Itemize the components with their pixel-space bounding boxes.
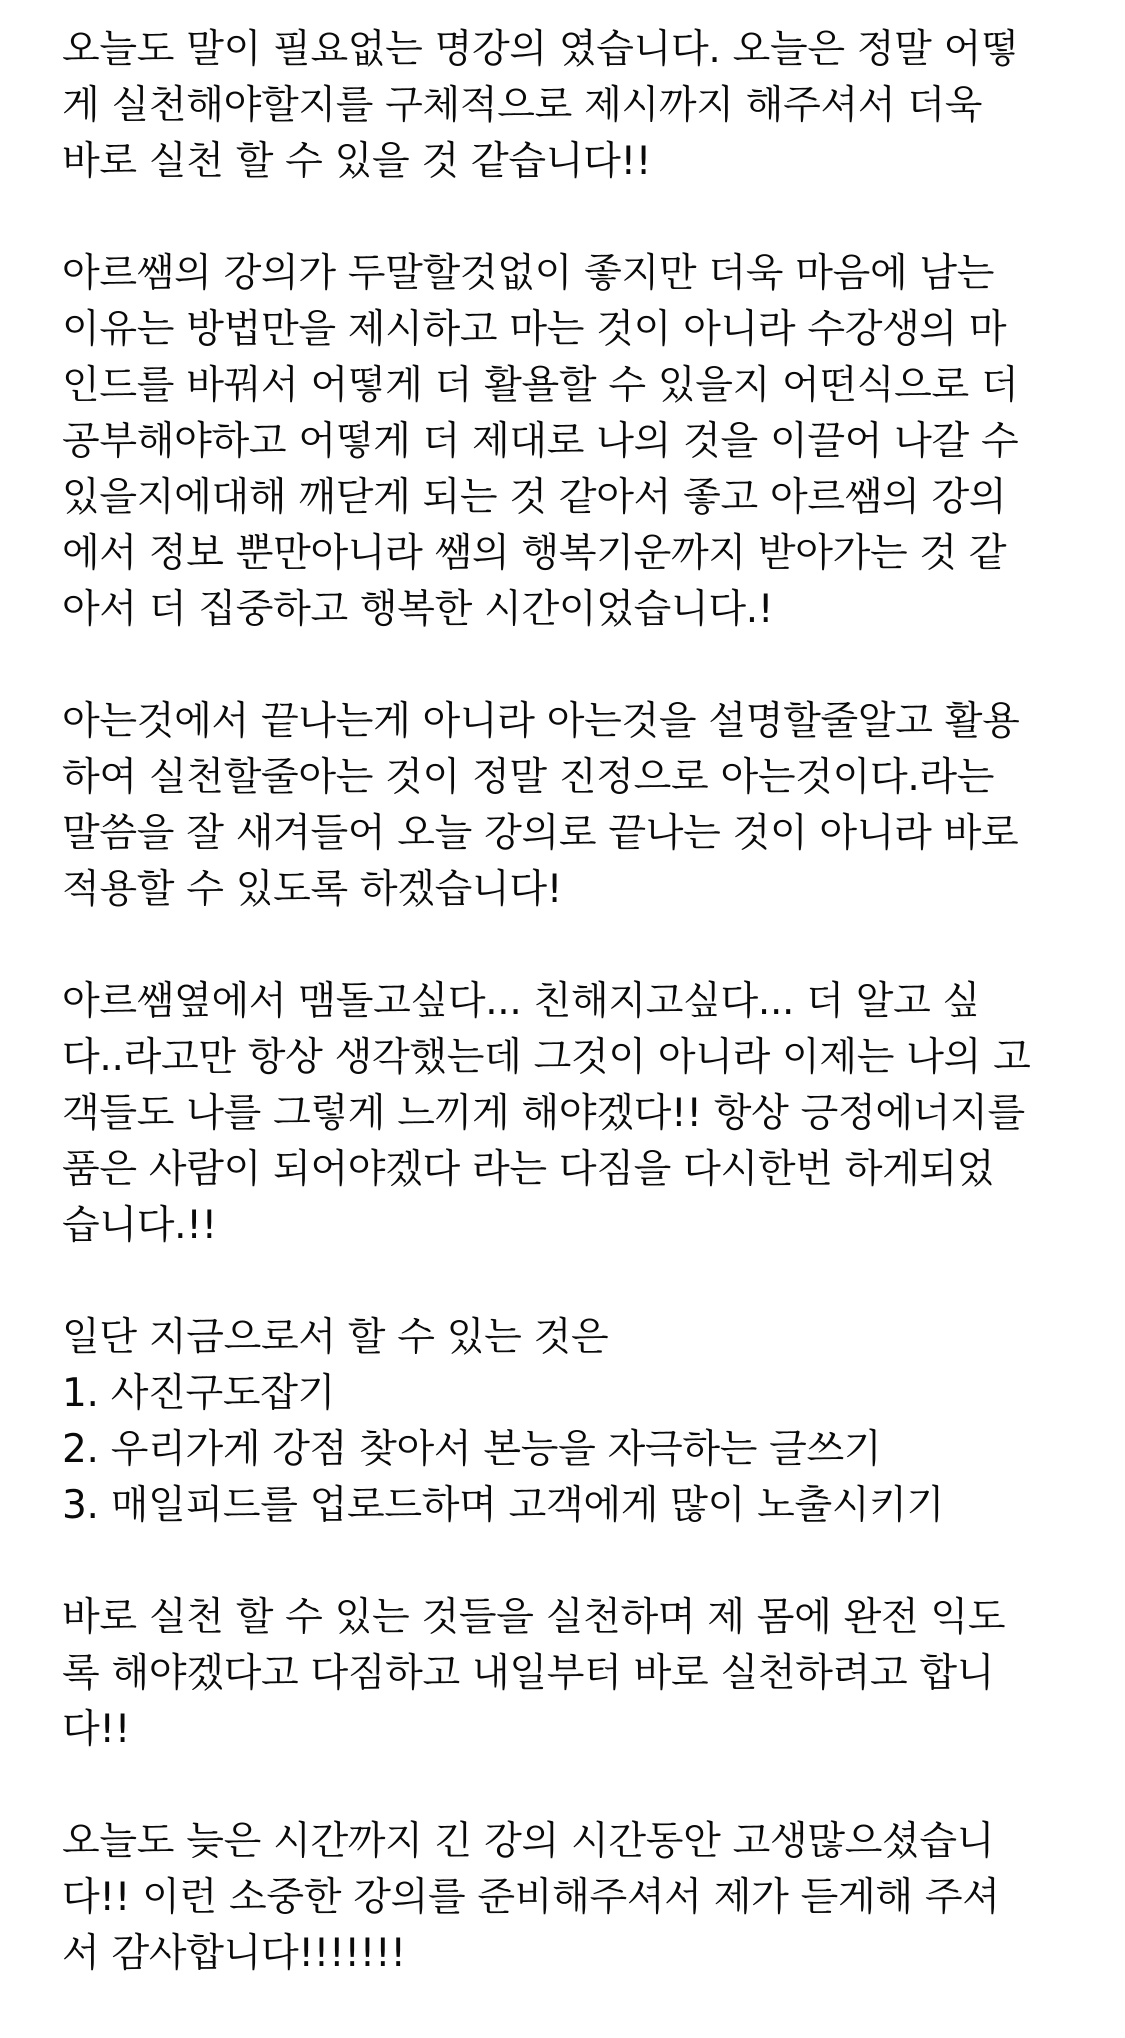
text-line: 적용할 수 있도록 하겠습니다! bbox=[62, 867, 563, 912]
text-line: 에서 정보 뿐만아니라 쌤의 행복기운까지 받아가는 것 같 bbox=[62, 531, 1007, 576]
text-line: 바로 실천 할 수 있을 것 같습니다!! bbox=[62, 139, 652, 184]
paragraph-intro bbox=[62, 22, 1102, 190]
text-line: 아르쌤의 강의가 두말할것없이 좋지만 더욱 마음에 남는 bbox=[62, 251, 995, 296]
paragraph-knowing bbox=[62, 694, 1102, 918]
text-line: 오늘도 말이 필요없는 명강의 였습니다. 오늘은 정말 어떻 bbox=[62, 27, 1019, 72]
text-line: 공부해야하고 어떻게 더 제대로 나의 것을 이끌어 나갈 수 bbox=[62, 419, 1019, 464]
text-line: 말씀을 잘 새겨들어 오늘 강의로 끝나는 것이 아니라 바로 bbox=[62, 811, 1019, 856]
paragraph-thanks bbox=[62, 1814, 1102, 1982]
text-line: 인드를 바꿔서 어떻게 더 활욜할 수 있을지 어떤식으로 더 bbox=[62, 363, 1019, 408]
text-line: 아서 더 집중하고 행복한 시간이었습니다.! bbox=[62, 587, 774, 632]
list-item: 3. 매일피드를 업로드하며 고객에게 많이 노출시키기 bbox=[62, 1483, 944, 1528]
text-line: 이유는 방법만을 제시하고 마는 것이 아니라 수강생의 마 bbox=[62, 307, 1007, 352]
text-line: 아는것에서 끝나는게 아니라 아는것을 설명할줄알고 활용 bbox=[62, 699, 1020, 744]
text-line: 아르쌤옆에서 맴돌고싶다... 친해지고싶다... 더 알고 싶 bbox=[62, 979, 980, 1024]
text-line: 록 해야겠다고 다짐하고 내일부터 바로 실천하려고 합니 bbox=[62, 1651, 995, 1696]
text-line: 하여 실천할줄아는 것이 정말 진정으로 아는것이다.라는 bbox=[62, 755, 995, 800]
text-line: 다!! bbox=[62, 1707, 131, 1752]
text-line: 서 감사합니다!!!!!!! bbox=[62, 1931, 406, 1976]
text-line: 다..라고만 항상 생각했는데 그것이 아니라 이제는 나의 고 bbox=[62, 1035, 1031, 1080]
paragraph-plan bbox=[62, 1590, 1102, 1758]
text-line: 품은 사람이 되어야겠다 라는 다짐을 다시한번 하게되었 bbox=[62, 1147, 995, 1192]
text-line: 바로 실천 할 수 있는 것들을 실천하며 제 몸에 완전 익도 bbox=[62, 1595, 1006, 1640]
text-line: 다!! 이런 소중한 강의를 준비해주셔서 제가 듣게해 주셔 bbox=[62, 1875, 1000, 1920]
list-item: 1. 사진구도잡기 bbox=[62, 1371, 335, 1416]
list-heading: 일단 지금으로서 할 수 있는 것은 bbox=[62, 1315, 609, 1360]
text-line: 게 실천해야할지를 구체적으로 제시까지 해주셔서 더욱 bbox=[62, 83, 983, 128]
text-line: 습니다.!! bbox=[62, 1203, 217, 1248]
text-line: 객들도 나를 그렇게 느끼게 해야겠다!! 항상 긍정에너지를 bbox=[62, 1091, 1025, 1136]
post-body bbox=[62, 22, 1102, 2038]
text-line: 오늘도 늦은 시간까지 긴 강의 시간동안 고생많으셨습니 bbox=[62, 1819, 995, 1864]
paragraph-resolve bbox=[62, 974, 1102, 1254]
paragraph-action-list bbox=[62, 1310, 1102, 1534]
paragraph-reason bbox=[62, 246, 1102, 638]
text-line: 있을지에대해 깨닫게 되는 것 같아서 좋고 아르쌤의 강의 bbox=[62, 475, 1007, 520]
list-item: 2. 우리가게 강점 찾아서 본능을 자극하는 글쓰기 bbox=[62, 1427, 882, 1472]
